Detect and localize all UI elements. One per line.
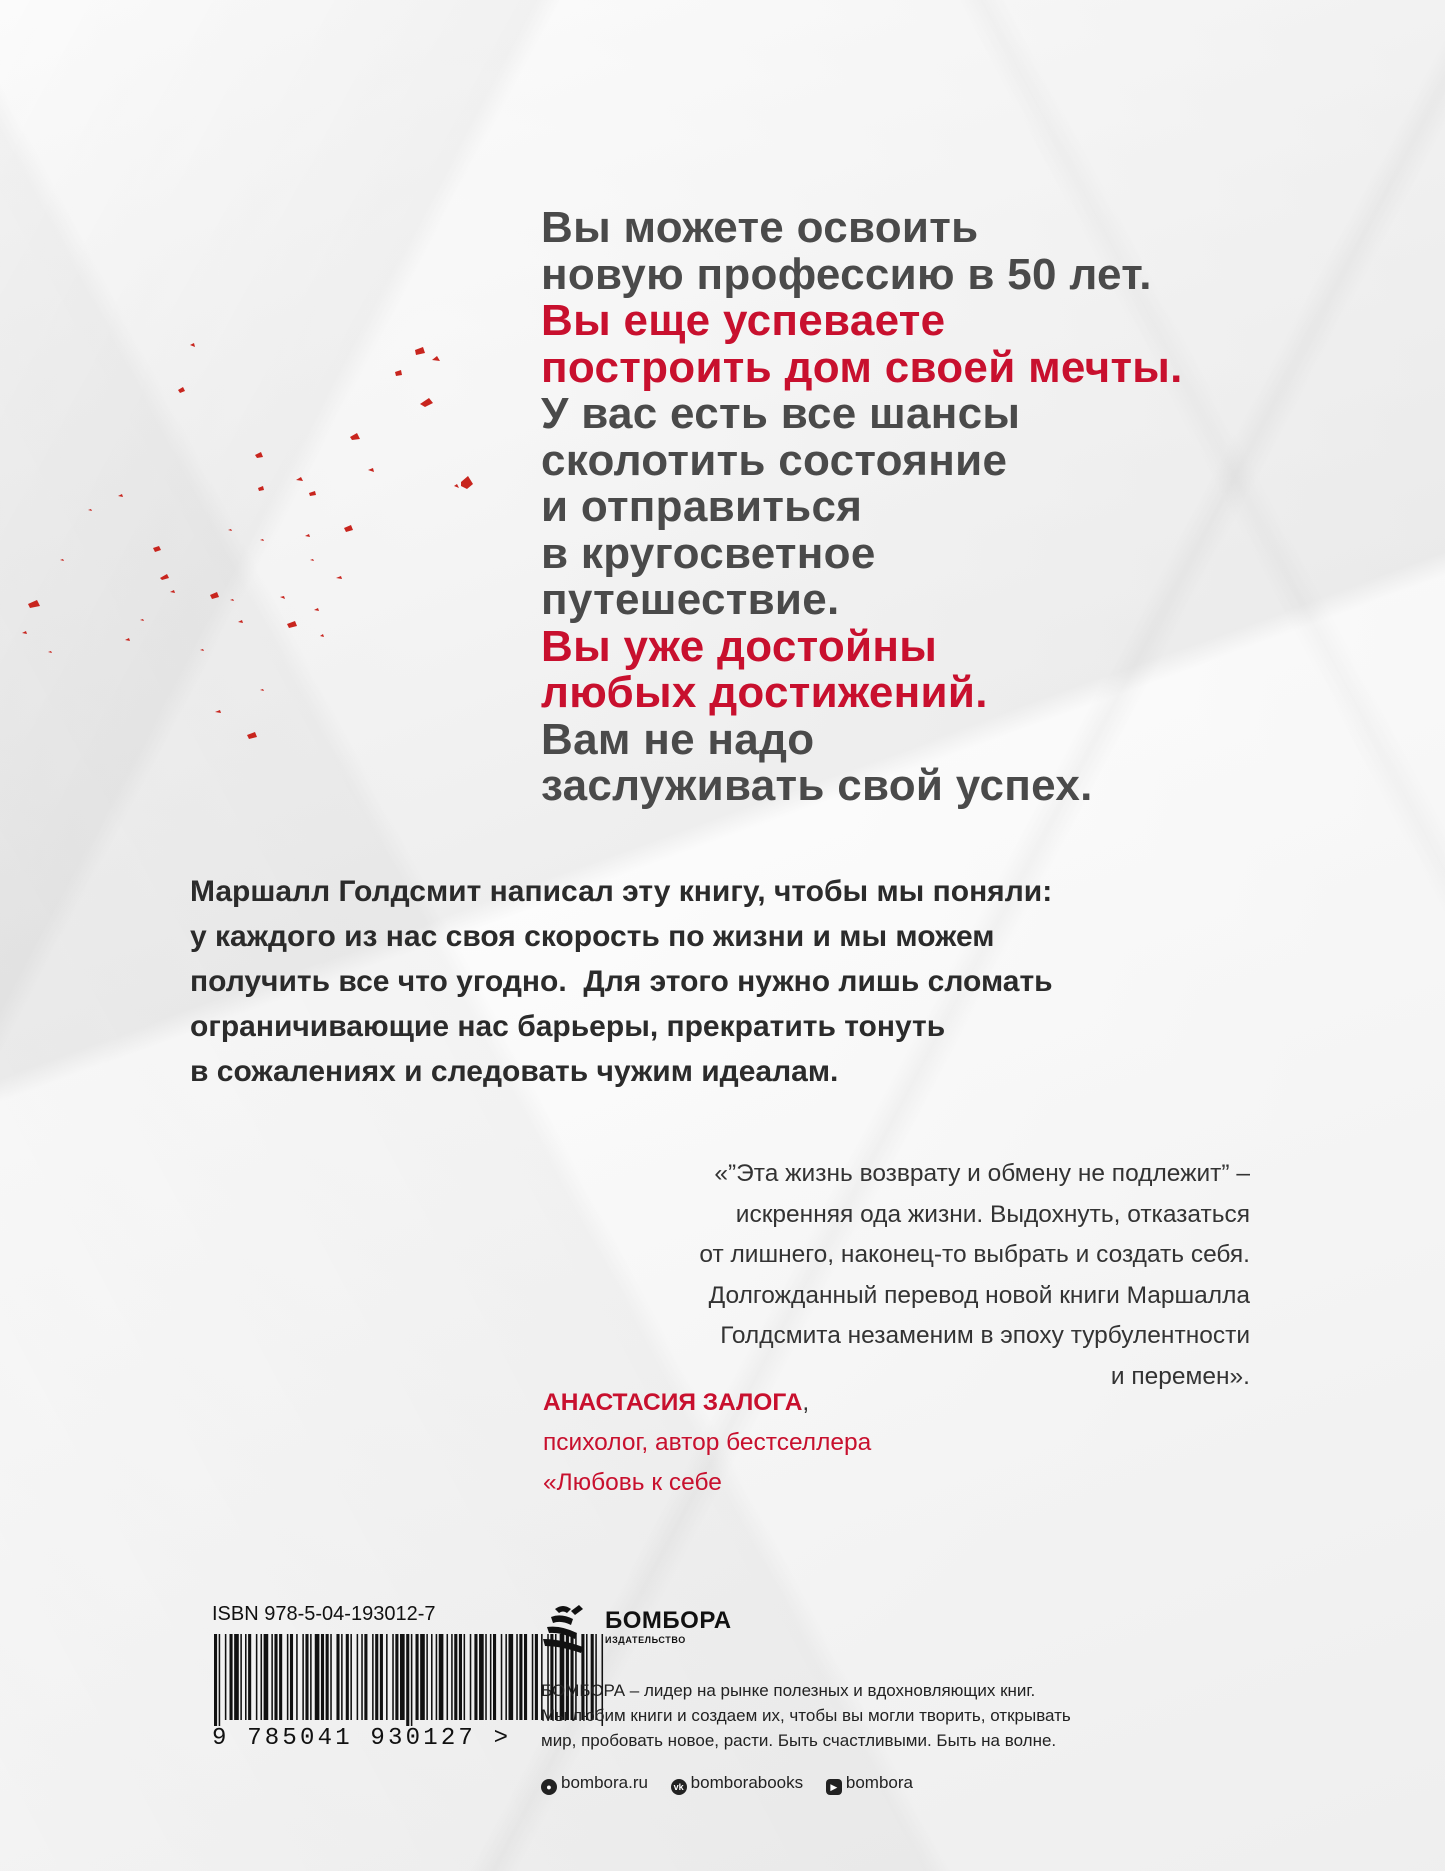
barcode-bar <box>256 1634 258 1720</box>
barcode-bar <box>505 1634 507 1720</box>
testimonial-quote <box>490 1154 1250 1397</box>
barcode-bar <box>400 1634 405 1720</box>
barcode-bar <box>509 1634 514 1720</box>
barcode-bar <box>305 1634 308 1720</box>
headline <box>541 205 1421 810</box>
publisher-desc-line: мир, пробовать новое, расти. Быть счастливыми. Быть на волне. <box>541 1731 1057 1750</box>
quote-line: Долгожданный перевод новой книги Маршалла <box>708 1281 1250 1309</box>
barcode-bar <box>336 1634 339 1720</box>
barcode-bar <box>279 1634 282 1720</box>
barcode-bar <box>395 1634 398 1720</box>
barcode-bar <box>524 1634 527 1720</box>
headline-line-accent: любых достижений. <box>541 668 988 717</box>
globe-icon: ● <box>541 1779 557 1795</box>
barcode-bar <box>392 1634 394 1720</box>
barcode-bar <box>326 1634 329 1720</box>
red-paint-splatter <box>0 0 520 760</box>
author-book: «Любовь к себе <box>543 1469 722 1496</box>
isbn-number: ISBN 978-5-04-193012-7 <box>212 1603 436 1625</box>
barcode-bar <box>416 1634 419 1720</box>
barcode-bar <box>219 1634 221 1726</box>
lead-line: у каждого из нас своя скорость по жизни и мы можем <box>190 920 995 953</box>
barcode-bar <box>290 1634 293 1720</box>
telegram-link[interactable] <box>826 1773 913 1795</box>
publisher-brand: БОМБОРА <box>605 1607 732 1634</box>
publisher-desc-line: Мы любим книги и создаем их, чтобы вы могли творить, открывать <box>541 1706 1071 1725</box>
barcode-bar <box>439 1634 444 1720</box>
author-role: психолог, автор бестселлера <box>543 1429 872 1456</box>
lead-line: ограничивающие нас барьеры, прекратить тонуть <box>190 1010 946 1043</box>
website-link-text: bombora.ru <box>561 1773 648 1792</box>
barcode-bar <box>490 1634 492 1720</box>
bombora-logo-icon <box>541 1603 597 1655</box>
barcode-bar <box>451 1634 453 1720</box>
barcode-bar <box>357 1634 359 1720</box>
telegram-icon: ▶ <box>826 1779 842 1795</box>
author-name: АНАСТАСИЯ ЗАЛОГА <box>543 1389 803 1416</box>
barcode-bar <box>474 1634 477 1720</box>
barcode-bar <box>346 1634 349 1720</box>
barcode-bar <box>519 1634 522 1720</box>
quote-line: Голдсмита незаменим в эпоху турбулентности <box>720 1322 1250 1349</box>
publisher-links <box>541 1773 931 1795</box>
barcode-bar <box>535 1634 538 1720</box>
barcode-bar <box>454 1634 457 1720</box>
headline-line-accent: Вы еще успеваете <box>541 296 946 345</box>
barcode-bar <box>230 1634 233 1720</box>
barcode-bar <box>447 1634 449 1720</box>
lead-line: в сожалениях и следовать чужим идеалам. <box>190 1055 839 1088</box>
barcode-bar <box>245 1634 247 1720</box>
barcode-bar <box>436 1634 438 1720</box>
headline-line: сколотить состояние <box>541 435 1008 485</box>
barcode-bar <box>431 1634 433 1720</box>
vk-link[interactable] <box>671 1773 803 1795</box>
barcode-bar <box>375 1634 378 1720</box>
headline-line: У вас есть все шансы <box>541 389 1021 438</box>
barcode-bar <box>287 1634 289 1720</box>
barcode-bar <box>261 1634 263 1720</box>
barcode-bar <box>341 1634 343 1720</box>
website-link[interactable] <box>541 1773 648 1795</box>
headline-line: Вы можете освоить <box>541 203 979 252</box>
barcode-bar <box>386 1634 388 1720</box>
barcode-bar <box>532 1634 534 1720</box>
headline-line: новую профессию в 50 лет. <box>541 249 1152 299</box>
barcode-bar <box>248 1634 251 1720</box>
quote-line: «”Эта жизнь возврату и обмену не подлежит” – <box>714 1160 1250 1187</box>
barcode-bar <box>493 1634 496 1720</box>
barcode-bar <box>464 1634 466 1720</box>
barcode-bar <box>485 1634 487 1720</box>
lead-line: получить все что угодно. Для этого нужно лишь сломать <box>190 965 1053 998</box>
barcode-bar <box>364 1634 367 1720</box>
headline-line-accent: Вы уже достойны <box>541 621 938 671</box>
quote-line: от лишнего, наконец-то выбрать и создать себя. <box>699 1241 1250 1268</box>
telegram-link-text: bombora <box>845 1773 913 1792</box>
barcode-bar <box>479 1634 484 1720</box>
barcode-bar <box>271 1634 273 1720</box>
barcode-bar <box>459 1634 462 1720</box>
publisher-subtitle: ИЗДАТЕЛЬСТВО <box>605 1635 686 1645</box>
quote-line: искренняя ода жизни. Выдохнуть, отказаться <box>735 1200 1250 1228</box>
quote-author <box>543 1383 1243 1503</box>
barcode-bar <box>214 1634 217 1726</box>
barcode-bar <box>426 1634 428 1720</box>
barcode-bar <box>372 1634 374 1720</box>
lead-paragraph <box>190 869 1390 1094</box>
barcode-bar <box>225 1634 227 1720</box>
barcode-bar <box>321 1634 324 1720</box>
barcode-bar <box>350 1634 352 1720</box>
barcode-bar <box>406 1634 409 1726</box>
barcode-digits: 9 785041 930127 > <box>212 1725 512 1752</box>
headline-line: в кругосветное <box>541 528 876 578</box>
vk-icon: vk <box>671 1779 687 1795</box>
barcode-bar <box>501 1634 503 1720</box>
barcode-bar <box>411 1634 413 1726</box>
barcode-bar <box>516 1634 518 1720</box>
barcode-bar <box>470 1634 472 1720</box>
headline-line: и отправиться <box>541 482 863 531</box>
barcode-bar <box>380 1634 383 1720</box>
barcode-bar <box>240 1634 242 1720</box>
barcode-bar <box>330 1634 332 1720</box>
author-comma: , <box>802 1389 810 1416</box>
barcode-bar <box>302 1634 304 1720</box>
barcode-bar <box>234 1634 239 1720</box>
barcode-bar <box>274 1634 277 1720</box>
barcode-bar <box>296 1634 298 1720</box>
headline-line: заслуживать свой успех. <box>541 761 1093 810</box>
quote-line: и перемен». <box>1110 1362 1250 1390</box>
barcode-bar <box>315 1634 320 1720</box>
lead-line: Маршалл Голдсмит написал эту книгу, чтобы мы поняли: <box>190 875 1053 908</box>
publisher-description <box>541 1678 1421 1753</box>
barcode-bar <box>361 1634 363 1720</box>
headline-line: Вам не надо <box>541 714 815 764</box>
barcode-bar <box>264 1634 269 1720</box>
publisher-desc-line: БОМБОРА – лидер на рынке полезных и вдохновляющих книг. <box>541 1681 1036 1700</box>
headline-line-accent: построить дом своей мечты. <box>541 342 1183 392</box>
barcode-bar <box>310 1634 312 1720</box>
headline-line: путешествие. <box>541 575 840 624</box>
barcode-bar <box>420 1634 425 1720</box>
vk-link-text: bomborabooks <box>690 1773 804 1792</box>
